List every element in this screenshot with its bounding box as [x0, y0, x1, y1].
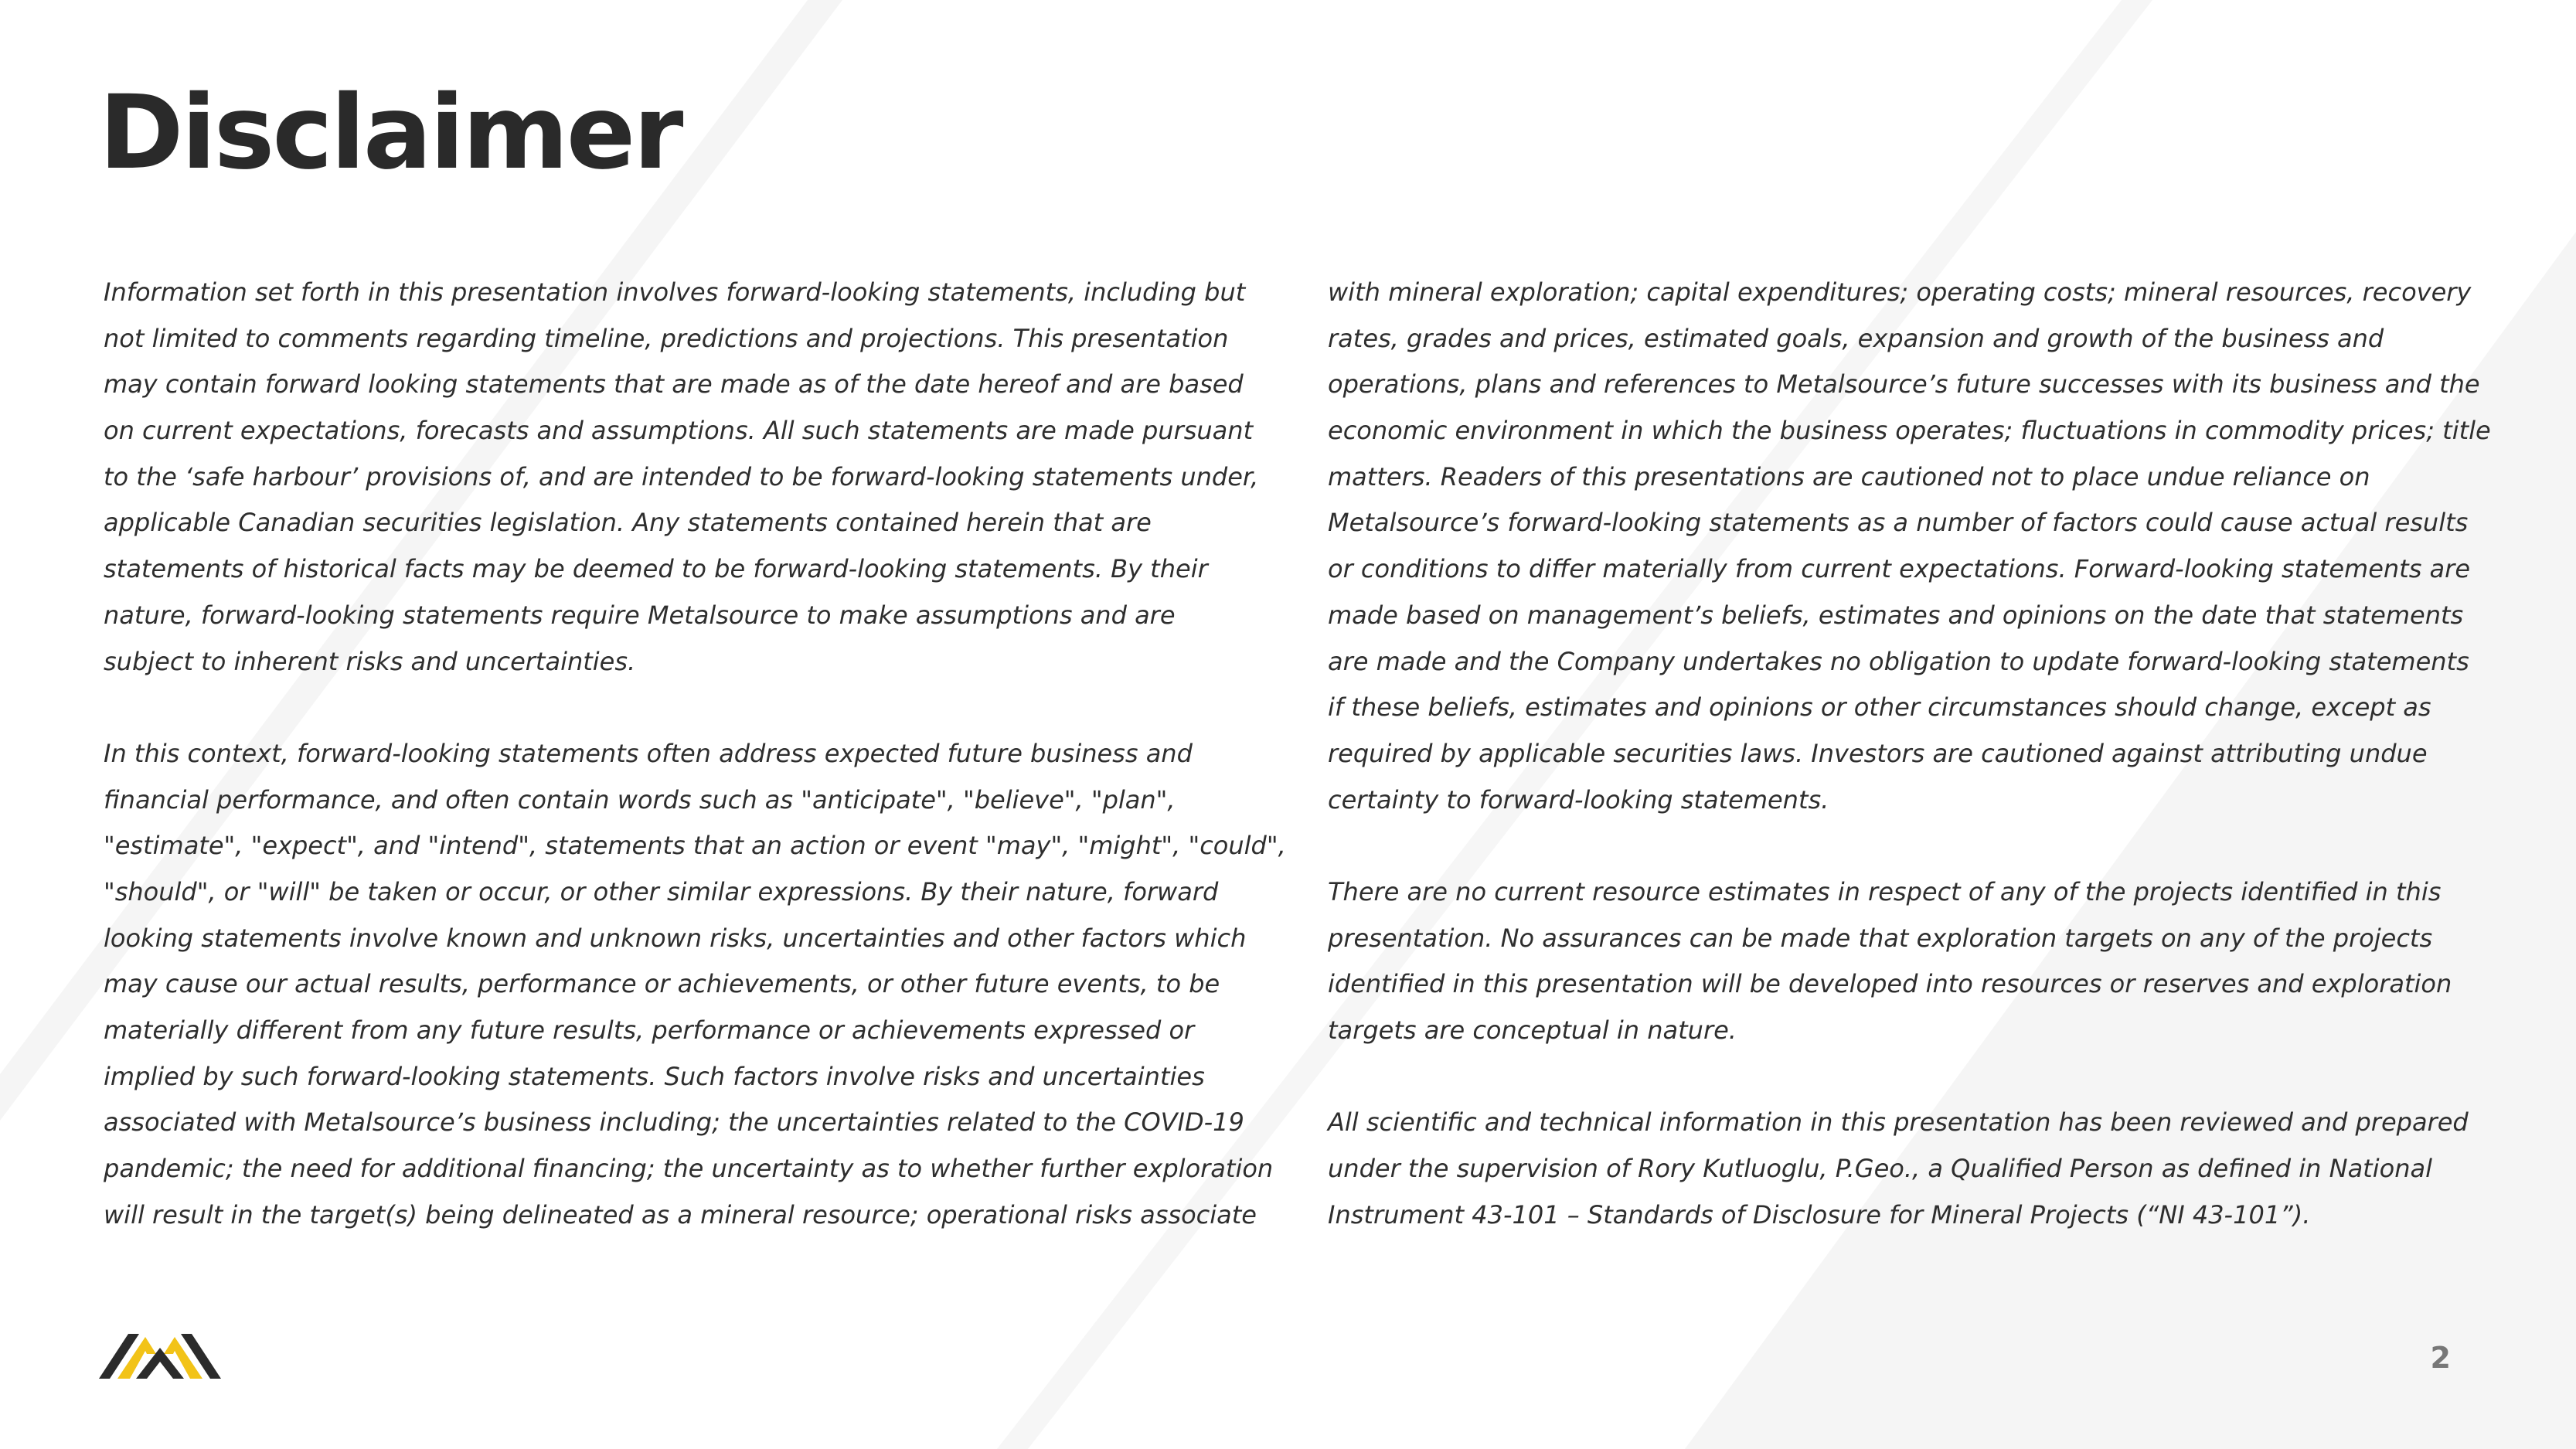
text-line: will result in the target(s) being delineated as a mineral resource; operational risks associate: [104, 1199, 1257, 1230]
text-line: financial performance, and often contain words such as "anticipate", "believe", "plan",: [104, 784, 1176, 815]
text-line: "should", or "will" be taken or occur, or other similar expressions. By their nature, forward: [104, 876, 1219, 906]
text-line: required by applicable securities laws. Investors are cautioned against attributing undue: [1328, 738, 2428, 768]
paragraph-gap: [1328, 823, 2518, 869]
text-line: associated with Metalsource’s business including; the uncertainties related to the COVID-19: [104, 1107, 1244, 1138]
text-line: looking statements involve known and unknown risks, uncertainties and other factors which: [104, 923, 1247, 953]
left-text-column: [104, 270, 1309, 1238]
left-paragraph-2: [104, 731, 1309, 1239]
text-line: to the ‘safe harbour’ provisions of, and are intended to be forward-looking statements under,: [104, 461, 1259, 492]
text-line: statements of historical facts may be deemed to be forward-looking statements. By their: [104, 554, 1208, 584]
text-line: nature, forward-looking statements require Metalsource to make assumptions and are: [104, 600, 1176, 630]
text-line: All scientific and technical information in this presentation has been reviewed and prepared: [1328, 1107, 2469, 1138]
paragraph-gap: [104, 685, 1309, 731]
text-line: materially different from any future results, performance or achievements expressed or: [104, 1015, 1195, 1045]
text-line: pandemic; the need for additional financing; the uncertainty as to whether further exploration: [104, 1154, 1274, 1184]
text-line: subject to inherent risks and uncertainties.: [104, 646, 636, 676]
metalsource-logo-icon: [99, 1331, 221, 1379]
text-line: on current expectations, forecasts and assumptions. All such statements are made pursuant: [104, 416, 1254, 446]
page-number: 2: [2430, 1341, 2451, 1375]
text-line: matters. Readers of this presentations are cautioned not to place undue reliance on: [1328, 461, 2370, 492]
text-line: made based on management’s beliefs, estimates and opinions on the date that statements: [1328, 600, 2464, 630]
text-line: may cause our actual results, performance or achievements, or other future events, to be: [104, 969, 1220, 999]
text-line: targets are conceptual in nature.: [1328, 1015, 1737, 1045]
text-line: applicable Canadian securities legislation. Any statements contained herein that are: [104, 508, 1152, 538]
text-line: Metalsource’s forward-looking statements as a number of factors could cause actual results: [1328, 508, 2469, 538]
text-line: identified in this presentation will be developed into resources or reserves and exploration: [1328, 969, 2452, 999]
text-line: under the supervision of Rory Kutluoglu, P.Geo., a Qualified Person as defined in National: [1328, 1154, 2432, 1184]
text-line: presentation. No assurances can be made that exploration targets on any of the projects: [1328, 923, 2433, 953]
text-line: operations, plans and references to Metalsource’s future successes with its business and the: [1328, 369, 2480, 400]
text-line: with mineral exploration; capital expenditures; operating costs; mineral resources, recovery: [1328, 277, 2472, 307]
text-line: Information set forth in this presentation involves forward-looking statements, including but: [104, 277, 1246, 307]
right-paragraph-3: [1328, 1100, 2518, 1238]
text-line: economic environment in which the business operates; fluctuations in commodity prices; title: [1328, 416, 2491, 446]
text-line: Instrument 43-101 – Standards of Disclosure for Mineral Projects (“NI 43-101”).: [1328, 1199, 2311, 1230]
text-line: rates, grades and prices, estimated goals, expansion and growth of the business and: [1328, 323, 2384, 353]
left-paragraph-1: [104, 270, 1309, 685]
right-paragraph-1: [1328, 270, 2518, 823]
text-line: are made and the Company undertakes no obligation to update forward-looking statements: [1328, 646, 2469, 676]
right-text-column: [1328, 270, 2518, 1238]
text-line: not limited to comments regarding timeline, predictions and projections. This presentation: [104, 323, 1229, 353]
text-line: may contain forward looking statements that are made as of the date hereof and are based: [104, 369, 1244, 400]
right-paragraph-2: [1328, 869, 2518, 1054]
paragraph-gap: [1328, 1054, 2518, 1100]
text-line: In this context, forward-looking statements often address expected future business and: [104, 738, 1193, 768]
text-line: or conditions to differ materially from current expectations. Forward-looking statements are: [1328, 554, 2470, 584]
text-line: implied by such forward-looking statements. Such factors involve risks and uncertainties: [104, 1061, 1205, 1091]
text-line: if these beliefs, estimates and opinions or other circumstances should change, except as: [1328, 692, 2431, 723]
page-title: Disclaimer: [99, 73, 682, 192]
text-line: "estimate", "expect", and "intend", statements that an action or event "may", "might", "could",: [104, 831, 1286, 861]
text-line: There are no current resource estimates in respect of any of the projects identified in this: [1328, 876, 2442, 906]
text-line: certainty to forward-looking statements.: [1328, 784, 1829, 815]
